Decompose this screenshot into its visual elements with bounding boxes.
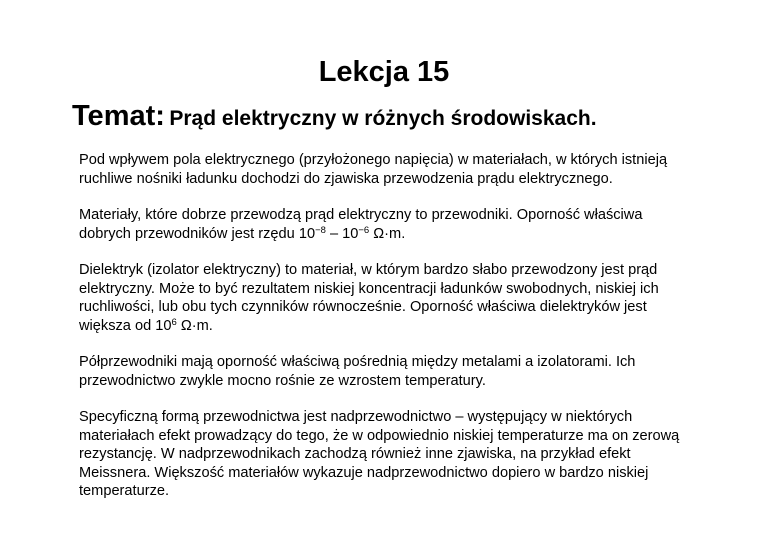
paragraph-conduction: Pod wpływem pola elektrycznego (przyłożonego napięcia) w materiałach, w których istnieją ruchliwe nośniki ładunku dochodzi do zjawiska przewodzenia prądu elektrycznego. [79, 152, 668, 187]
paragraph-conductors [79, 206, 695, 243]
conductors-exponent-max: −6 [358, 224, 370, 236]
topic-text: Prąd elektryczny w różnych środowiskach. [169, 107, 597, 130]
dielectrics-exponent: 6 [171, 316, 177, 328]
conductors-range-separator: – 10 [325, 225, 359, 242]
topic-label: Temat: [72, 100, 165, 132]
conductors-exponent-min: −8 [315, 224, 326, 236]
lesson-title: Lekcja 15 [318, 56, 450, 88]
conductors-text: Materiały, które dobrze przewodzą prąd elektryczny to przewodniki. Oporność właściwa dobrych przewodników jest rzędu 10 [79, 207, 643, 242]
paragraph-dielectrics [79, 261, 695, 335]
topic-heading [72, 98, 597, 137]
paragraph-superconductivity: Specyficzną formą przewodnictwa jest nadprzewodnictwo – występujący w niektórych materiałach efekt prowadzący do tego, że w odpowiednio niskiej temperaturze ma on zerową rezystancję. W nadprzewodnikach zachodzą również inne zjawiska, na przykład efekt Meissnera. Większość materiałów wykazuje nadprzewodnictwo dopiero w bardzo niskiej temperaturze. [79, 409, 680, 499]
dielectrics-text: Dielektryk (izolator elektryczny) to materiał, w którym bardzo słabo przewodzony jest prąd elektryczny. Może to być rezultatem niskiej koncentracji ładunków swobodnych, niskiej ich ruchliwości, lub obu tych czynników równocześnie. Oporność właściwa dielektryków jest większa od 10 [79, 262, 659, 334]
lesson-content [79, 151, 695, 519]
paragraph-semiconductors: Półprzewodniki mają oporność właściwą pośrednią między metalami a izolatorami. Ich przewodnictwo zwykle mocno rośnie ze wzrostem temperatury. [79, 354, 636, 389]
conductors-unit: Ω·m. [369, 225, 406, 242]
dielectrics-unit: Ω·m. [176, 317, 213, 334]
